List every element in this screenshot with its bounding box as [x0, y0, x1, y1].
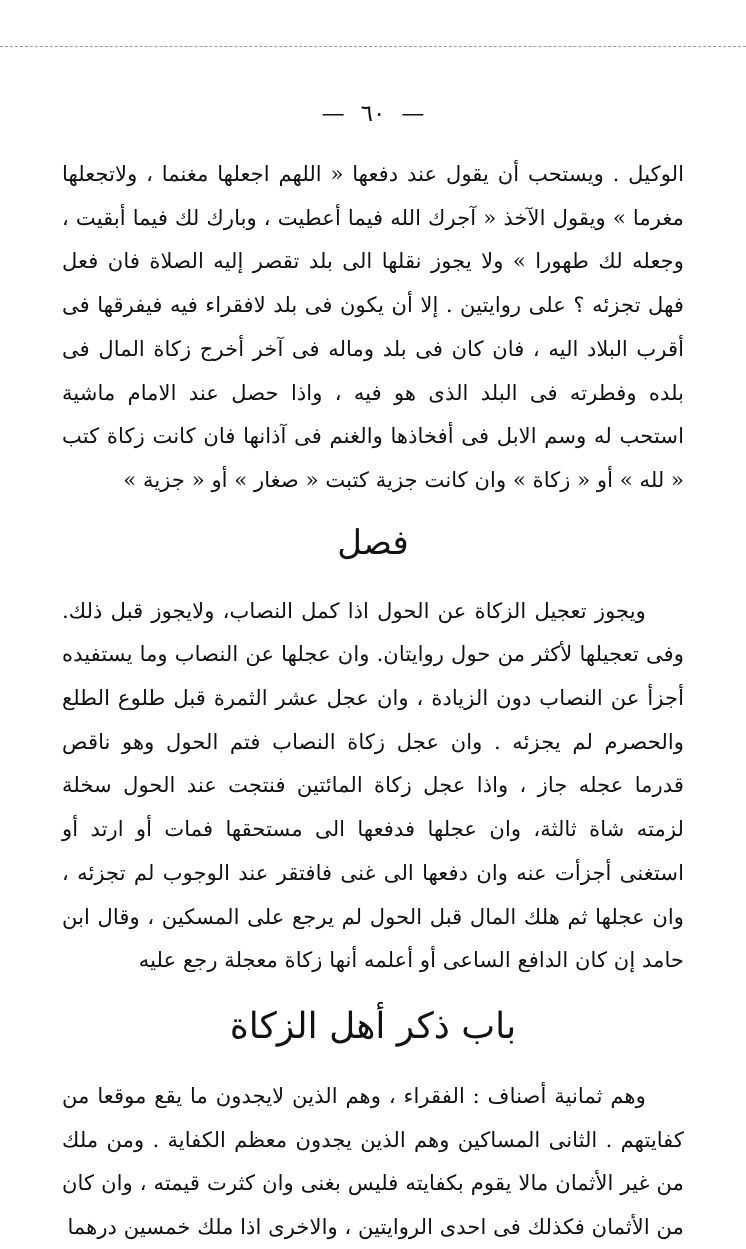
page-number: [62, 94, 684, 134]
dash-right: —: [401, 101, 425, 127]
paragraph-recipients: وهم ثمانية أصناف : الفقراء ، وهم الذين لايجدون ما يقع موقعا من كفايتهم . الثانى المساكين وهم الذين يجدون معظم الكفاية . ومن ملك من غير الأثمان مالا يقوم بكفايته فليس بغنى وان كثرت قيمته ، وان كان من الأثمان فكذلك فى احدى الروايتين ، والاخرى اذا ملك خمسين درهما: [62, 1082, 685, 1240]
chapter-heading: باب ذكر أهل الزكاة: [229, 1005, 517, 1047]
paragraph-early-payment: ويجوز تعجيل الزكاة عن الحول اذا كمل النصاب، ولايجوز قبل ذلك. وفى تعجيلها لأكثر من حول روايتان. وان عجلها عن النصاب وما يستفيده أجزأ عن النصاب دون الزيادة ، وان عجل عشر الثمرة قبل طلوع الطلع والحصرم لم يجزئه . وان عجل زكاة النصاب فتم الحول وهو ناقص قدرما عجله جاز ، واذا عجل زكاة المائتين فنتجت عند الحول سخلة لزمته شاة ثالثة، وان عجلها فدفعها الى مستحقها فمات أو ارتد أو استغنى أجزأت عنه وان دفعها الى غنى فافتقر عند الوجوب لم تجزئه ، وان عجلها ثم هلك المال قبل الحول لم يرجع على المسكين ، وقال ابن حامد إن كان الدافع الساعى أو أعلمه أنها زكاة معجلة رجع عليه: [62, 597, 684, 973]
page-number-value: ٦٠: [360, 101, 386, 127]
section-heading: فصل: [337, 522, 409, 563]
page-body: [62, 94, 684, 1249]
paragraph-zakat-distribution: الوكيل . ويستحب أن يقول عند دفعها « اللهم اجعلها مغنما ، ولاتجعلها مغرما » ويقول الآخذ « آجرك الله فيما أعطيت ، وبارك لك فيما أبقيت ، وجعله لك طهورا » ولا يجوز نقلها الى بلد تقصر إليه الصلاة فان فعل فهل تجزئه ؟ على روايتين . إلا أن يكون فى بلد لافقراء فيه فيفرقها فى أقرب البلاد اليه ، فان كان فى بلد وماله فى آخر أخرج زكاة المال فى بلده وفطرته فى البلد الذى هو فيه ، واذا حصل عند الامام ماشية استحب له وسم الابل فى أفخاذها والغنم فى آذانها فان كانت زكاة كتب « لله » أو « زكاة » وان كانت جزية كتبت « صغار » أو « جزية »: [62, 161, 684, 492]
header-rule: [0, 46, 746, 47]
dash-left: —: [321, 101, 345, 127]
